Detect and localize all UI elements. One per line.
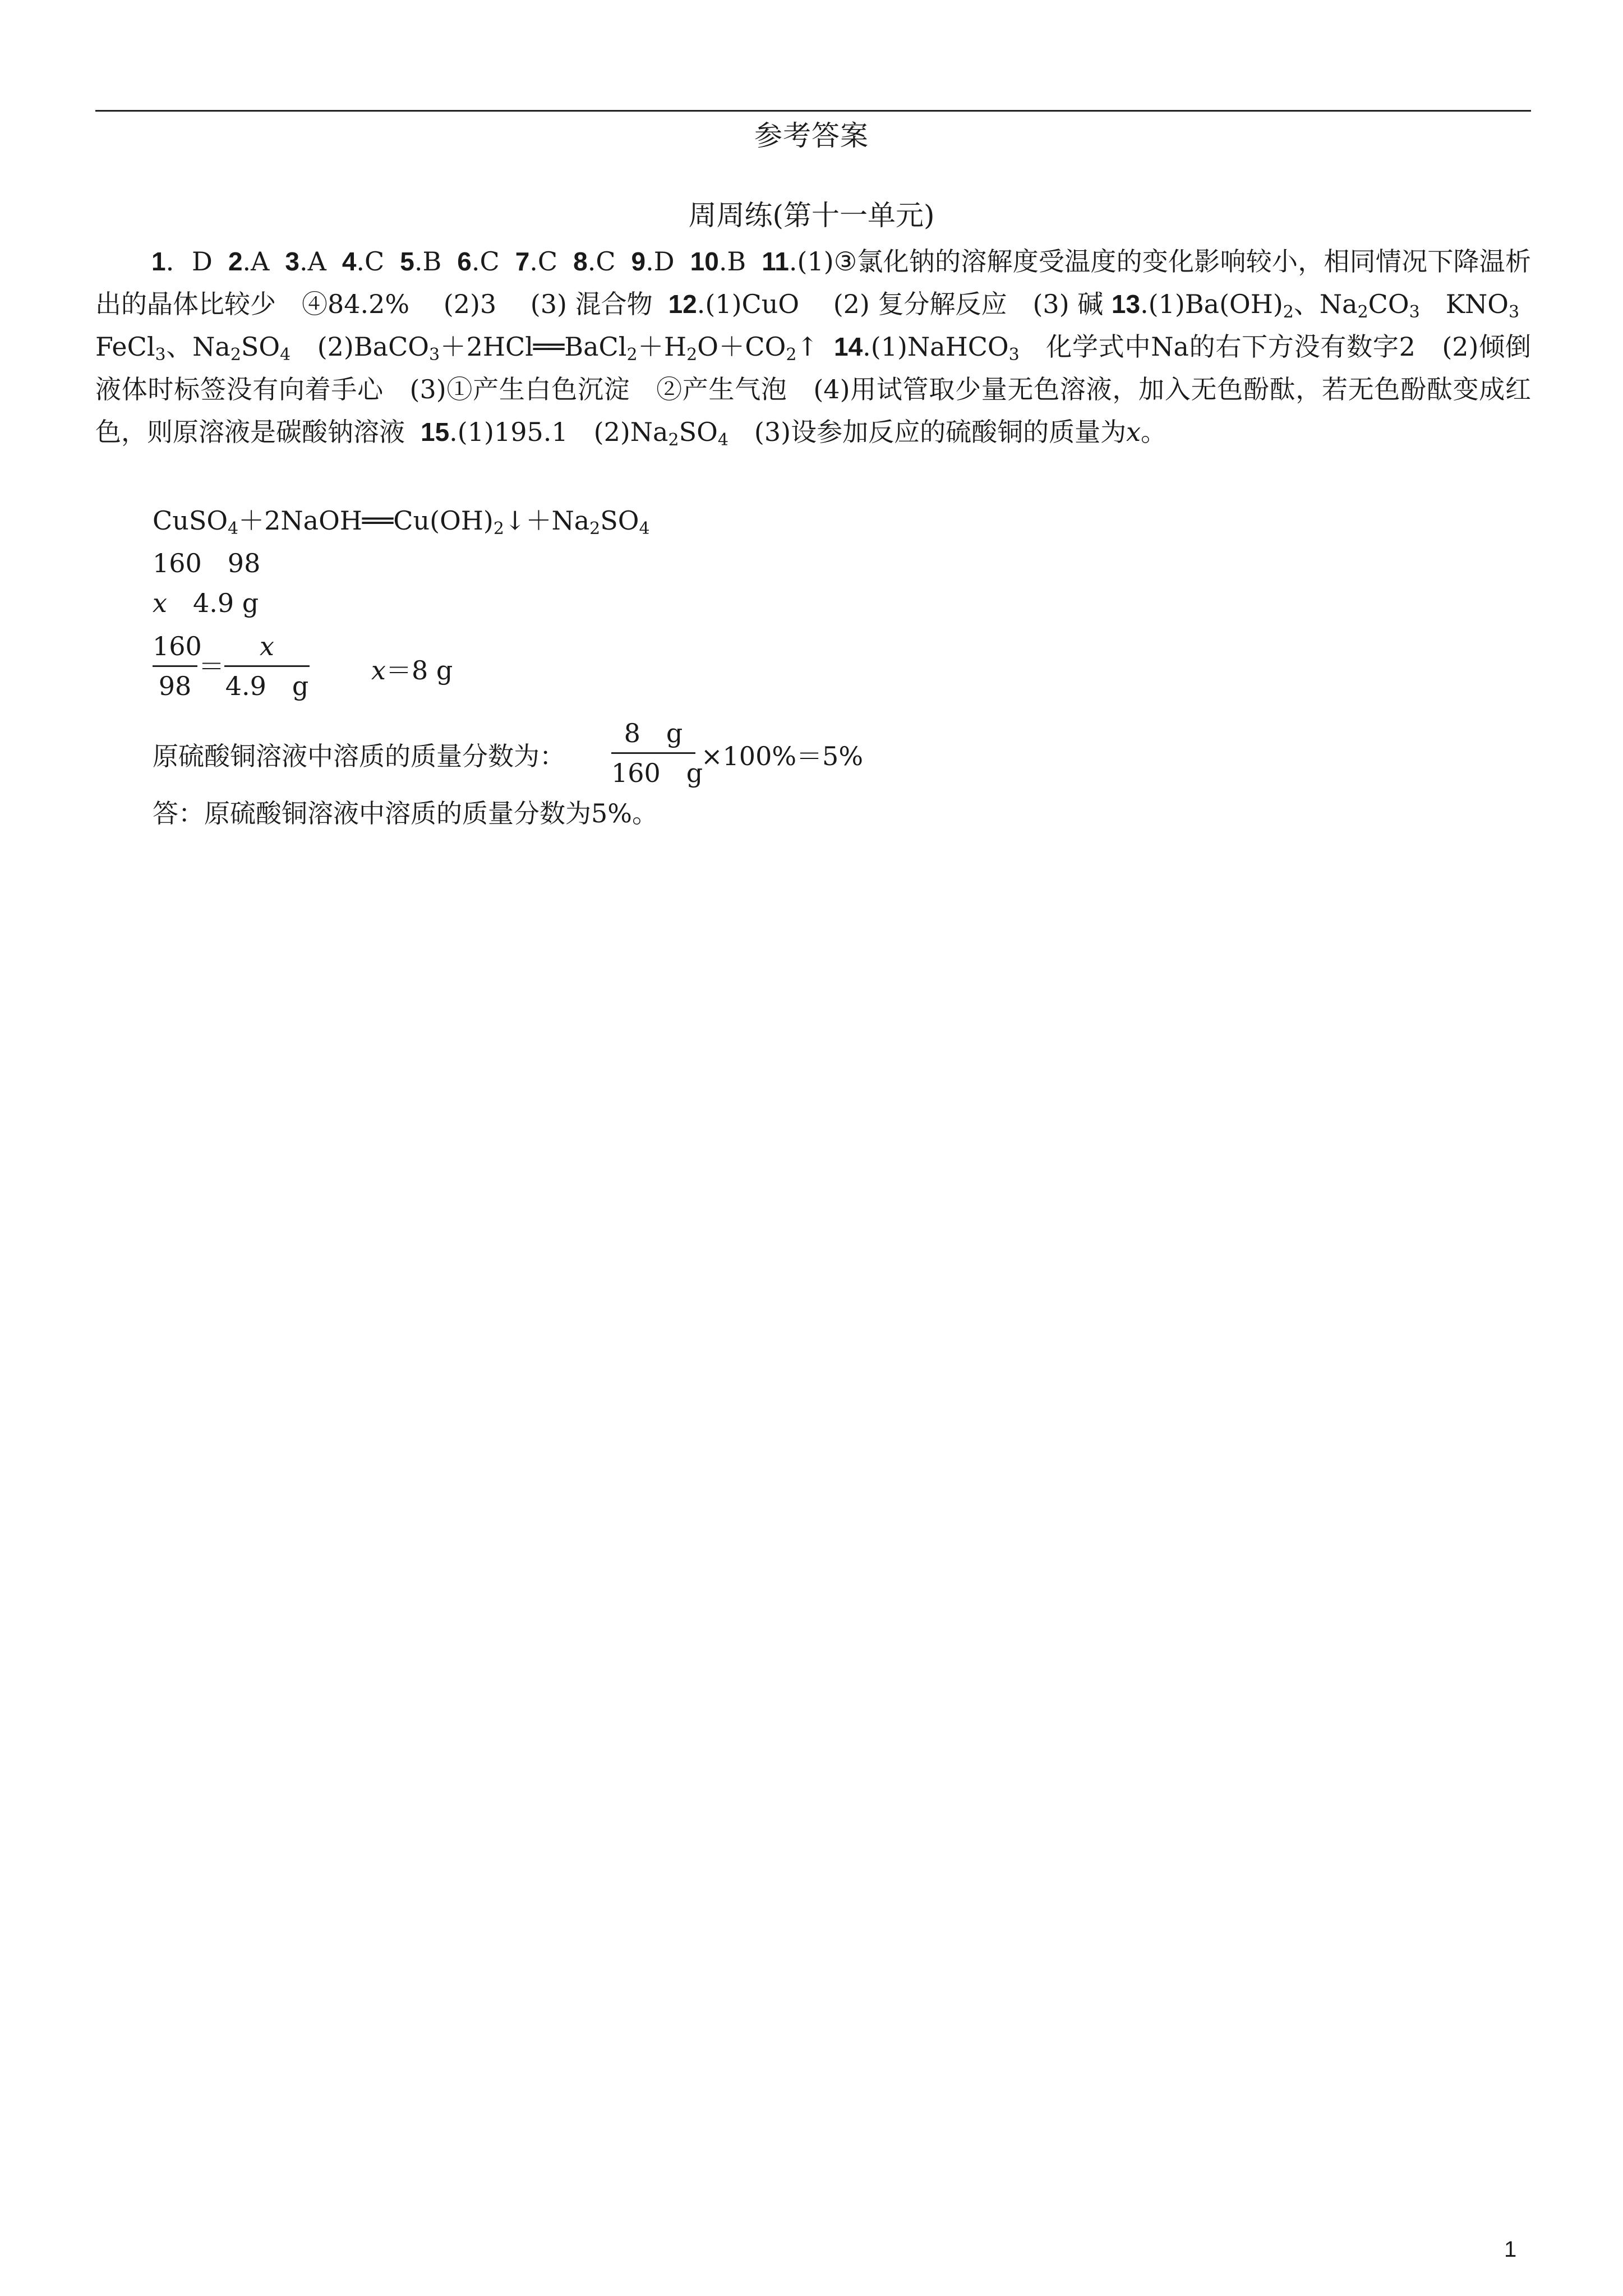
question-number: 13 <box>1111 289 1141 319</box>
equals-sign: ＝ <box>199 651 224 682</box>
subscript: 2 <box>668 430 679 450</box>
answer-text: .(1)③氯化钠的溶解度受温度的变化影响较小，相同情况下降温析出的晶体比较少 ④84.2% (2)3 (3) 混合物 <box>95 246 1531 319</box>
formula-part: FeCl <box>95 289 1546 362</box>
answer-text: .C <box>471 246 500 277</box>
answer-text: .B <box>718 246 746 277</box>
formula-part: .(1)NaHCO <box>863 332 1009 362</box>
subscript: 3 <box>429 345 440 365</box>
question-number: 7 <box>515 247 530 276</box>
fraction-x-4.9: x 4.9 g <box>225 631 309 701</box>
subscript: 3 <box>155 345 166 365</box>
subscript: 2 <box>230 345 241 365</box>
answer-text: .C <box>587 246 616 277</box>
question-number: 10 <box>690 247 719 276</box>
answer-text: .(1)CuO (2) 复分解反应 (3) 碱 <box>697 289 1104 319</box>
question-number: 4 <box>342 247 357 276</box>
answer-text: (3)设参加反应的硫酸铜的质量为 <box>728 417 1127 447</box>
question-number: 5 <box>400 247 414 276</box>
formula-part: CO <box>1368 289 1409 319</box>
formula-part: KNO <box>1419 289 1509 319</box>
percent-label: 原硫酸铜溶液中溶质的质量分数为： <box>153 741 565 771</box>
header-rule <box>95 110 1531 112</box>
section-title: 周周练(第十一单元) <box>688 199 935 232</box>
formula-part: .(1)195.1 (2)Na <box>449 417 668 447</box>
formula-part: ↑ <box>796 332 818 362</box>
fraction-8-160: 8 g 160 g <box>611 718 703 788</box>
question-number: 9 <box>631 247 646 276</box>
formula-part: SO <box>241 332 280 362</box>
subscript: 4 <box>717 430 728 450</box>
question-number: 11 <box>762 247 789 276</box>
chemical-equation: $CuSO_4+2NaOH══Cu(OH)_2↓+Na_2SO_4$ <box>153 505 650 539</box>
answer-text: .D <box>645 246 675 277</box>
percent-result: ×100%＝5% <box>701 741 864 771</box>
question-number: 1 <box>151 247 166 276</box>
answer-text: .C <box>529 246 558 277</box>
answer-text: .A <box>242 246 270 277</box>
question-number: 2 <box>228 247 243 276</box>
header-title: 参考答案 <box>754 119 869 152</box>
question-number: 12 <box>668 289 697 319</box>
page-number: 1 <box>1504 2237 1517 2262</box>
formula-part: O＋CO <box>697 332 786 362</box>
question-number: 6 <box>457 247 472 276</box>
final-answer: 答：原硫酸铜溶液中溶质的质量分数为5%。 <box>153 798 658 829</box>
answer-text: .C <box>356 246 385 277</box>
fraction-160-98: 160 98 <box>153 631 202 701</box>
formula-part: (2)BaCO <box>291 332 430 362</box>
answer-text: .A <box>299 246 326 277</box>
result-x: x＝8 g <box>371 655 453 685</box>
formula-part: 、Na <box>1293 289 1358 319</box>
answer-text: 化学式中Na的右下方没有数字2 (2)倾倒液体时标签没有向着手心 (3)①产生白色沉淀 ②产生气泡 (4)用试管取少量无色溶液，加入无色酚酞，若无色酚酞变成红色，则原溶液是碳酸钠溶液 <box>95 332 1531 447</box>
subscript: 2 <box>1283 302 1294 322</box>
subscript: 2 <box>786 345 797 365</box>
subscript: 3 <box>1409 302 1420 322</box>
subscript: 2 <box>1357 302 1368 322</box>
formula-part: SO <box>679 417 718 447</box>
answer-text: 。 <box>1141 417 1167 447</box>
subscript: 3 <box>1008 345 1020 365</box>
question-number: 3 <box>285 247 299 276</box>
question-number: 14 <box>833 332 863 361</box>
subscript: 2 <box>626 345 638 365</box>
subscript: 2 <box>686 345 698 365</box>
formula-part: ＋H <box>637 332 687 362</box>
subscript: 3 <box>1509 302 1520 322</box>
formula-part: 、Na <box>165 332 230 362</box>
formula-part: .(1)Ba(OH) <box>1140 289 1283 319</box>
variable-x: x <box>1126 417 1141 447</box>
answer-paragraph <box>95 240 1546 453</box>
question-number: 15 <box>421 417 450 447</box>
ratio-line: 160 98 <box>153 548 261 578</box>
formula-part: ＋2HCl══BaCl <box>440 332 627 362</box>
subscript: 4 <box>280 345 291 365</box>
answer-text: ．D <box>165 246 213 277</box>
answer-text: .B <box>414 246 442 277</box>
question-number: 8 <box>573 247 588 276</box>
variable-line: x 4.9 g <box>153 588 259 618</box>
